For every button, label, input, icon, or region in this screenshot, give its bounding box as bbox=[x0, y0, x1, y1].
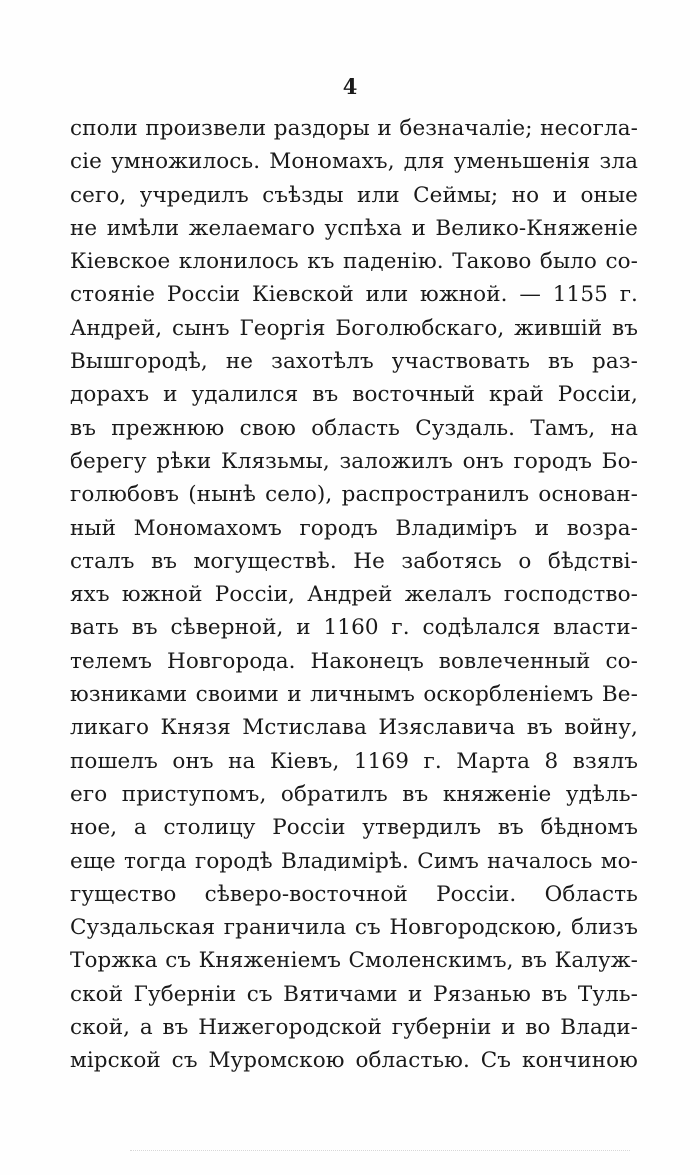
text-line: Вышгородѣ, не захотѣлъ участвовать въ раз- bbox=[70, 349, 638, 375]
text-line: ской Губерніи съ Вятичами и Рязанью въ Туль- bbox=[70, 981, 638, 1007]
text-line: ской, а въ Нижегородской губерніи и во Влади- bbox=[70, 1015, 638, 1041]
text-line: Кіевское клонилось къ паденію. Таково было со- bbox=[70, 249, 638, 275]
page-number: 4 bbox=[342, 74, 358, 99]
text-line: гущество сѣверо-восточной Россіи. Область bbox=[70, 881, 638, 907]
text-line: еще тогда городѣ Владимірѣ. Симъ началось мо- bbox=[70, 848, 638, 874]
text-line: юзниками своими и личнымъ оскорбленіемъ Ве- bbox=[70, 682, 638, 708]
text-line: ликаго Князя Мстислава Изяславича въ войну, bbox=[70, 715, 638, 741]
text-line: пошелъ онъ на Кіевъ, 1169 г. Марта 8 взялъ bbox=[70, 748, 638, 774]
text-line: его приступомъ, обратилъ въ княженіе удѣль- bbox=[70, 781, 638, 807]
body-text bbox=[70, 112, 638, 1078]
text-line: стояніе Россіи Кіевской или южной. — 1155 г. bbox=[70, 282, 638, 308]
text-line: споли произвели раздоры и безначаліе; несогла- bbox=[70, 116, 638, 141]
text-line: Торжка съ Княженіемъ Смоленскимъ, въ Калуж- bbox=[70, 948, 638, 974]
bleed-through-divider bbox=[130, 1150, 630, 1155]
text-line: мірской съ Муромскою областью. Съ кончиною bbox=[70, 1048, 638, 1074]
text-line: ное, а столицу Россіи утвердилъ въ бѣдномъ bbox=[70, 815, 638, 841]
text-line: сего, учредилъ съѣзды или Сеймы; но и оные bbox=[70, 182, 638, 208]
text-line: берегу рѣки Клязьмы, заложилъ онъ городъ Бо- bbox=[70, 448, 638, 474]
text-line: голюбовъ (нынѣ село), распространилъ основан- bbox=[70, 482, 638, 508]
text-line: сталъ въ могуществѣ. Не заботясь о бѣдствi- bbox=[70, 548, 638, 574]
text-line: въ прежнюю свою область Суздаль. Тамъ, на bbox=[70, 415, 638, 441]
text-line: Андрей, сынъ Георгія Боголюбскаго, жившій въ bbox=[70, 315, 638, 341]
text-line: ный Мономахомъ городъ Владиміръ и возра- bbox=[70, 515, 638, 541]
text-line: сіе умножилось. Мономахъ, для уменьшенія зла bbox=[70, 149, 638, 175]
text-line: яхъ южной Россіи, Андрей желалъ господство- bbox=[70, 582, 638, 608]
text-line: вать въ сѣверной, и 1160 г. содѣлался власти- bbox=[70, 615, 638, 641]
text-line: дорахъ и удалился въ восточный край Россіи, bbox=[70, 382, 638, 408]
text-line: не имѣли желаемаго успѣха и Велико-Княженіе bbox=[70, 215, 638, 241]
text-line: Суздальская граничила съ Новгородскою, близъ bbox=[70, 915, 638, 941]
text-line: телемъ Новгорода. Наконецъ вовлеченный со- bbox=[70, 648, 638, 674]
